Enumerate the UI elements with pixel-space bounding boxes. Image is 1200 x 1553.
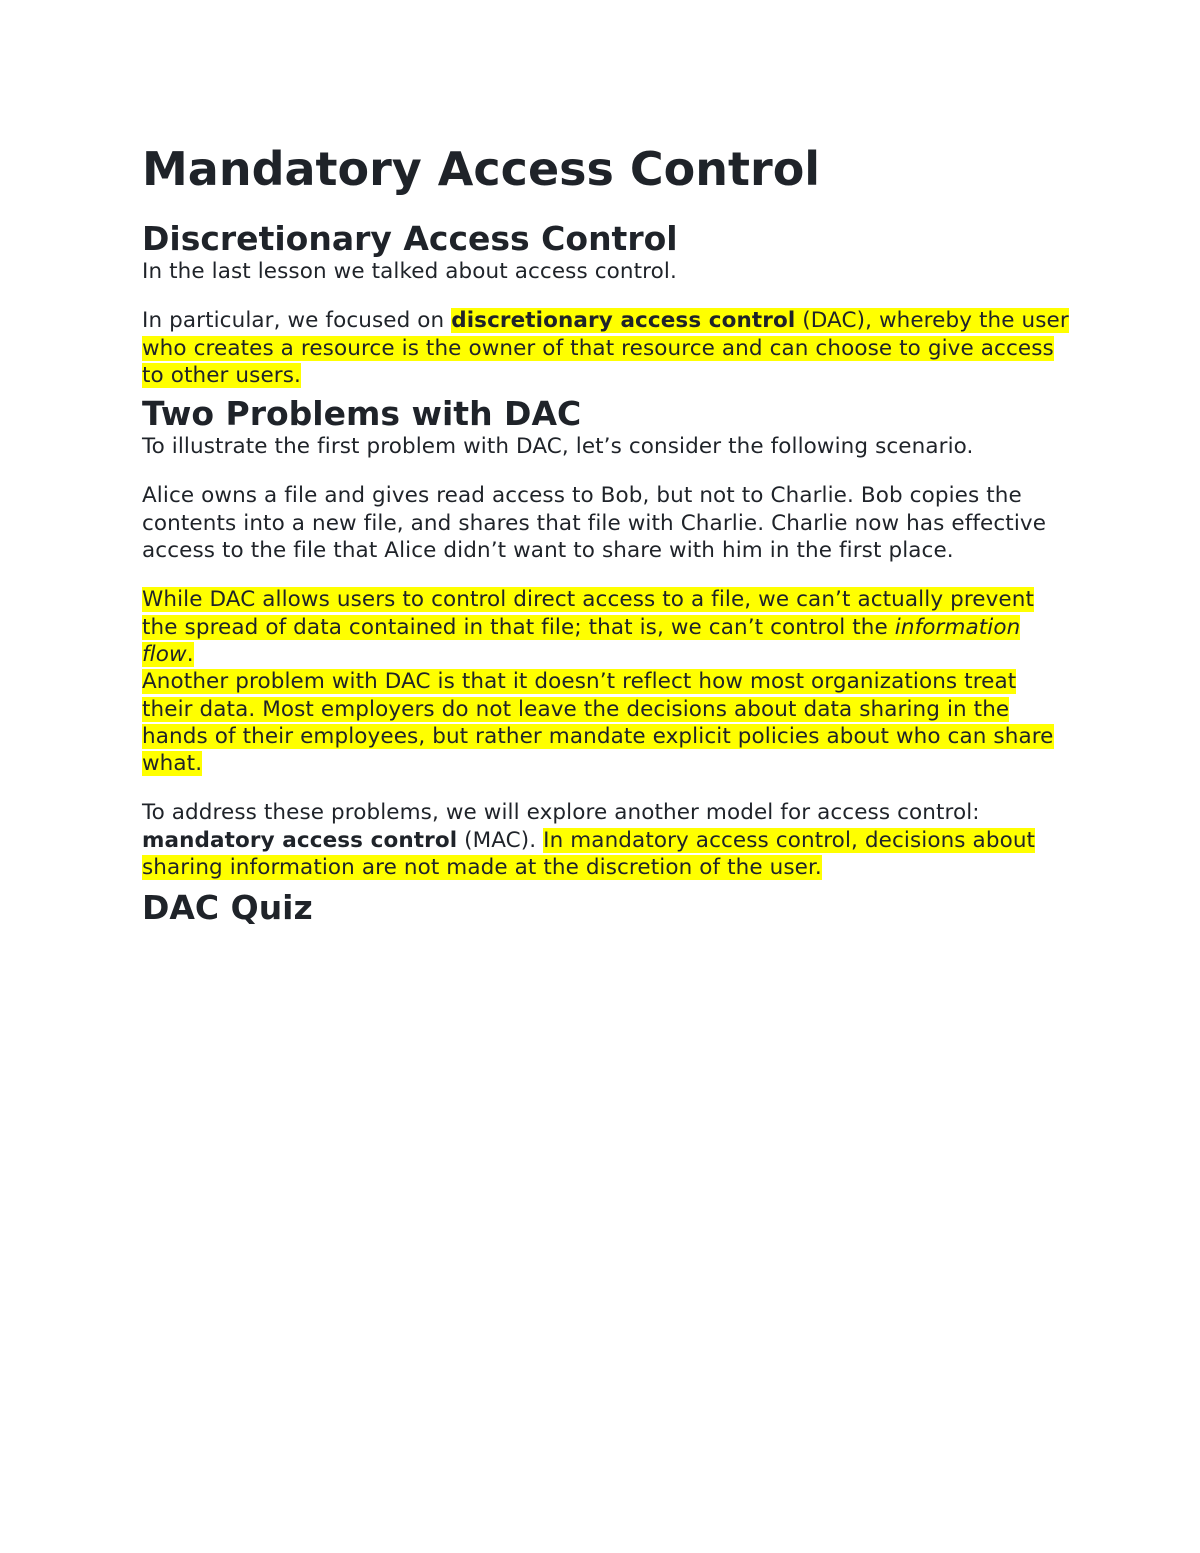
dac-definition-rest: (DAC), whereby the user who creates a resource is the owner of that resource and can choose to give access to other users. bbox=[142, 308, 1069, 388]
mac-intro-pre: To address these problems, we will explore another model for access control: bbox=[142, 800, 980, 826]
paragraph-organizations bbox=[142, 668, 1072, 777]
mac-definition-highlight: In mandatory access control, decisions about sharing information are not made at the discretion of the user. bbox=[142, 827, 1036, 881]
dac-definition-intro: In particular, we focused on bbox=[142, 308, 452, 334]
information-flow-highlight bbox=[142, 587, 1034, 667]
heading-dac-quiz: DAC Quiz bbox=[142, 888, 313, 928]
document-page bbox=[142, 138, 1072, 927]
paragraph-mac-intro bbox=[142, 799, 1072, 881]
document-title: Mandatory Access Control bbox=[142, 142, 821, 196]
paragraph-dac-definition bbox=[142, 307, 1072, 389]
paragraph-information-flow bbox=[142, 586, 1072, 668]
information-flow-post: . bbox=[186, 641, 194, 667]
paragraph-alice-scenario: Alice owns a file and gives read access to Bob, but not to Charlie. Bob copies the contents into a new file, and shares that file with Charlie. Charlie now has effective access to the file that Alice didn’t want to share with him in the first place. bbox=[142, 483, 1047, 564]
mac-intro-mid: (MAC). bbox=[457, 827, 544, 853]
mac-term: mandatory access control bbox=[142, 827, 458, 853]
paragraph-illustrate: To illustrate the first problem with DAC, let’s consider the following scenario. bbox=[142, 434, 974, 460]
heading-two-problems: Two Problems with DAC bbox=[142, 394, 582, 434]
dac-term: discretionary access control bbox=[451, 308, 796, 334]
heading-discretionary-access-control: Discretionary Access Control bbox=[142, 219, 678, 258]
information-flow-pre: While DAC allows users to control direct access to a file, we can’t actually prevent the spread of data contained in that file; that is, we can’t control the bbox=[142, 587, 1035, 640]
paragraph-last-lesson: In the last lesson we talked about access control. bbox=[142, 259, 677, 284]
organizations-highlight: Another problem with DAC is that it doesn’t reflect how most organizations treat their data. Most employers do not leave the decisions about data sharing in the hands of their employees, but rather mandate explicit policies about who can share what. bbox=[142, 669, 1054, 777]
information-flow-term: information flow bbox=[142, 614, 1021, 667]
